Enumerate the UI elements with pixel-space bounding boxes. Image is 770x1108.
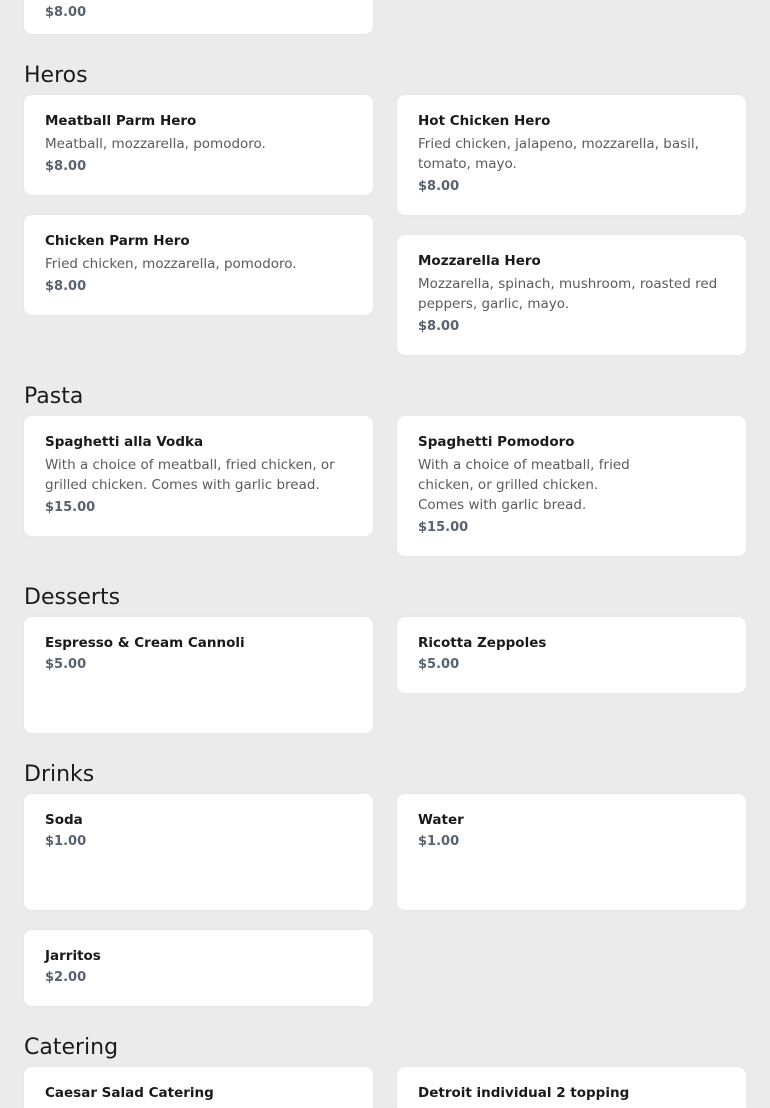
item-price: $15.00 <box>418 520 469 535</box>
item-price: $1.00 <box>418 834 460 849</box>
item-price: $8.00 <box>45 159 87 174</box>
menu-item-card[interactable] <box>24 0 373 34</box>
menu-item-card[interactable] <box>397 794 746 910</box>
item-name: Hot Chicken Hero <box>418 113 551 129</box>
item-name: Water <box>418 812 464 828</box>
item-name: Jarritos <box>45 948 101 964</box>
item-name: Spaghetti Pomodoro <box>418 434 575 450</box>
item-price: $2.00 <box>45 970 87 985</box>
item-name: Detroit individual 2 topping <box>418 1085 630 1101</box>
item-price: $5.00 <box>418 657 460 672</box>
item-description: Fried chicken, jalapeno, mozzarella, basil, tomato, mayo. <box>418 136 699 172</box>
item-name: Chicken Parm Hero <box>45 233 190 249</box>
item-description: Fried chicken, mozzarella, pomodoro. <box>45 256 297 272</box>
item-description: Meatball, mozzarella, pomodoro. <box>45 136 266 152</box>
section-title-catering: Catering <box>24 1035 119 1060</box>
item-name: Meatball Parm Hero <box>45 113 197 129</box>
item-name: Soda <box>45 812 83 828</box>
item-description: With a choice of meatball, fried chicken, or grilled chicken. Comes with garlic bread. <box>45 457 335 493</box>
item-name: Ricotta Zeppoles <box>418 635 547 651</box>
menu-item-card[interactable] <box>24 1067 373 1108</box>
item-price: $8.00 <box>45 5 87 20</box>
menu-item-card[interactable] <box>24 95 373 195</box>
item-name: Espresso & Cream Cannoli <box>45 635 245 651</box>
item-description: With a choice of meatball, fried chicken, or grilled chicken. Comes with garlic bread. <box>418 457 630 513</box>
item-name: Caesar Salad Catering <box>45 1085 214 1101</box>
item-price: $8.00 <box>418 319 460 334</box>
section-title-pasta: Pasta <box>24 384 84 409</box>
item-name: Mozzarella Hero <box>418 253 541 269</box>
menu-item-card[interactable] <box>24 416 373 536</box>
item-price: $1.00 <box>45 834 87 849</box>
item-price: $15.00 <box>45 500 96 515</box>
menu-item-card[interactable] <box>24 617 373 733</box>
menu-item-card[interactable] <box>397 235 746 355</box>
menu-item-card[interactable] <box>24 215 373 315</box>
section-title-heros: Heros <box>24 63 88 88</box>
item-description: Mozzarella, spinach, mushroom, roasted red peppers, garlic, mayo. <box>418 276 718 312</box>
item-price: $8.00 <box>418 179 460 194</box>
item-price: $5.00 <box>45 657 87 672</box>
menu-item-card[interactable] <box>397 95 746 215</box>
menu-item-card[interactable] <box>397 617 746 693</box>
section-title-drinks: Drinks <box>24 762 95 787</box>
item-name: Spaghetti alla Vodka <box>45 434 204 450</box>
menu-item-card[interactable] <box>397 416 746 556</box>
menu-item-card[interactable] <box>24 930 373 1006</box>
section-title-desserts: Desserts <box>24 585 121 610</box>
item-price: $8.00 <box>45 279 87 294</box>
menu-item-card[interactable] <box>24 794 373 910</box>
menu-item-card[interactable] <box>397 1067 746 1108</box>
